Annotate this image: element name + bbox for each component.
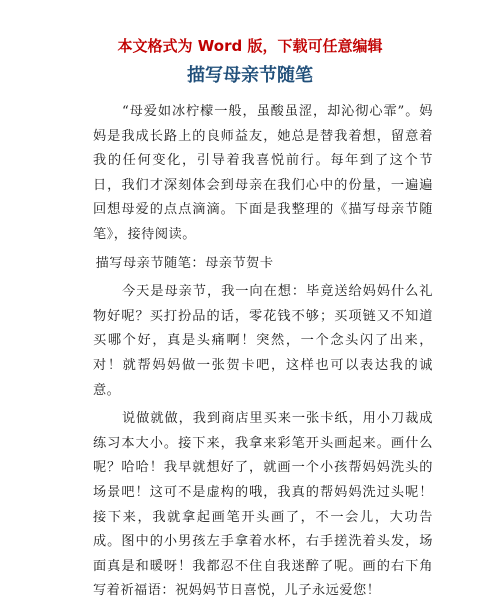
format-banner: 本文格式为 Word 版，下载可任意编辑 bbox=[117, 37, 383, 55]
document-body bbox=[93, 100, 433, 608]
body-paragraph: 今天是母亲节，我一向在想：毕竟送给妈妈什么礼物好呢？买打扮品的话，零花钱不够；买项链又不知道买哪个好，真是头痛啊！突然，一个念头闪了出来，对！就帮妈妈做一张贺卡吧，这样也可以表达我的诚意。 bbox=[93, 284, 433, 398]
intro-paragraph: “母爱如冰柠檬一般，虽酸虽涩，却沁彻心霏”。妈妈是我成长路上的良师益友，她总是替我着想，留意着我的任何变化，引导着我喜悦前行。每年到了这个节日，我们才深刻体会到母亲在我们心中的份量，一遍遍回想母爱的点点滴滴。下面是我整理的《描写母亲节随笔》，接待阅读。 bbox=[93, 104, 433, 242]
document-title: 描写母亲节随笔 bbox=[187, 65, 313, 86]
section-heading: 描写母亲节随笔：母亲节贺卡 bbox=[95, 255, 274, 271]
body-paragraph: 说做就做，我到商店里买来一张卡纸，用小刀裁成练习本大小。接下来，我拿来彩笔开头画起来。画什么呢？哈哈！我早就想好了，就画一个小孩帮妈妈洗头的场景吧！这可不是虚构的哦，我真的帮妈妈洗过头呢！接下来，我就拿起画笔开头画了，不一会儿，大功告成。图中的小男孩左手拿着水杯，右手搓洗着头发，场面真是和暖呀！我都忍不住自我迷醉了呢。画的右下角写着祈福语：祝妈妈节日喜悦，儿子永远爱您！ bbox=[93, 411, 433, 599]
